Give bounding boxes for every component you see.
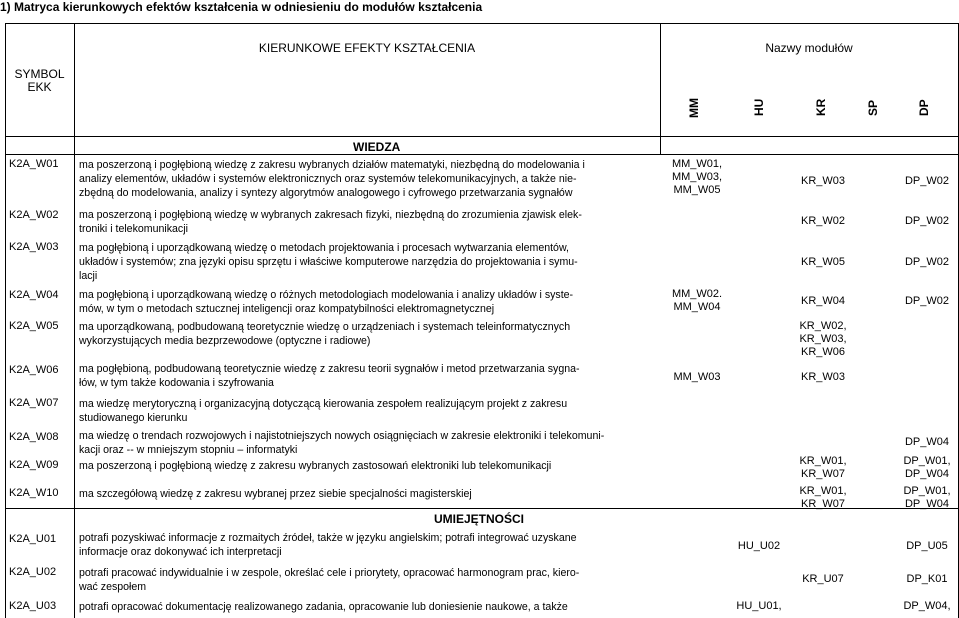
kr-cell: KR_W01, KR_W07 bbox=[799, 485, 847, 510]
row-description: ma pogłębioną, podbudowaną teoretycznie wiedzę z zakresu teorii sygnałów i metod przetwarzania sygna- łów, w tym także kodowania i szyfrowania bbox=[79, 363, 580, 389]
row-description: ma wiedzę merytoryczną i organizacyjną dotyczącą kierowania zespołem realizującym projekt z zakresu studiowanego kierunku bbox=[79, 398, 568, 424]
row-description: ma szczegółową wiedzę z zakresu wybranej przez siebie specjalności magisterskiej bbox=[79, 488, 472, 500]
dp-cell: DP_W01, DP_W04 bbox=[903, 455, 951, 480]
row-description: ma poszerzoną i pogłębioną wiedzę z zakresu wybranych działów matematyki, niezbędną do modelowania i analizy elementów, układów i systemów elektronicznych oraz systemów telekomunikacyjnych, a także nie- zbędną do modelowania, analizy i syntezy algorytmów analogowego i cyfrowego przetwarzania sygnałów bbox=[79, 159, 585, 199]
row-symbol: K2A_W06 bbox=[9, 364, 59, 376]
hu-cell: HU_U02 bbox=[737, 540, 781, 552]
dp-cell: DP_W04 bbox=[904, 436, 950, 448]
row-symbol: K2A_U01 bbox=[9, 533, 57, 545]
dp-cell: DP_W02 bbox=[904, 175, 950, 187]
dp-cell: DP_K01 bbox=[906, 573, 948, 585]
kr-cell: KR_W01, KR_W07 bbox=[799, 455, 847, 480]
dp-cell: DP_W01, DP_W04 bbox=[903, 485, 951, 510]
col-header-sp: SP bbox=[866, 99, 880, 116]
kr-cell: KR_W02 bbox=[800, 215, 846, 227]
kr-cell: KR_W04 bbox=[800, 295, 846, 307]
row-description: potrafi pracować indywidualnie i w zespole, określać cele i priorytety, opracować harmonogram prac, kiero- wać zespołem bbox=[79, 567, 580, 593]
hu-cell: HU_U01, bbox=[736, 600, 782, 612]
row-symbol: K2A_W04 bbox=[9, 289, 59, 301]
row-symbol: K2A_U02 bbox=[9, 566, 57, 578]
dp-cell: DP_W04, bbox=[903, 600, 951, 612]
row-symbol: K2A_W10 bbox=[9, 487, 59, 499]
effects-header: KIERUNKOWE EFEKTY KSZTAŁCENIA bbox=[258, 41, 476, 55]
col-header-dp: DP bbox=[917, 99, 931, 116]
row-symbol: K2A_W08 bbox=[9, 431, 59, 443]
row-symbol: K2A_W07 bbox=[9, 397, 59, 409]
row-symbol: K2A_W03 bbox=[9, 241, 59, 253]
dp-cell: DP_W02 bbox=[904, 256, 950, 268]
kr-cell: KR_W03 bbox=[800, 371, 846, 383]
section-wiedza: WIEDZA bbox=[353, 140, 401, 154]
row-description: ma poszerzoną i pogłębioną wiedzę w wybranych zakresach fizyki, niezbędną do zrozumienia zjawisk elek- troniki i telekomunikacji bbox=[79, 209, 582, 235]
row-symbol: K2A_W02 bbox=[9, 209, 59, 221]
row-description: ma wiedzę o trendach rozwojowych i najistotniejszych nowych osiągnięciach w zakresie elektroniki i telekomuni- kacji oraz -- w mniejszym stopniu – informatyki bbox=[79, 430, 605, 456]
row-symbol: K2A_W05 bbox=[9, 320, 59, 332]
dp-cell: DP_U05 bbox=[906, 540, 948, 552]
row-description: ma poszerzoną i pogłębioną wiedzę z zakresu wybranych zastosowań elektroniki lub telekomunikacji bbox=[79, 460, 552, 472]
row-description: potrafi pozyskiwać informacje z rozmaitych źródeł, także w języku angielskim; potrafi integrować uzyskane informacje oraz dokonywać ich interpretacji bbox=[79, 532, 577, 558]
row-symbol: K2A_W01 bbox=[9, 158, 59, 170]
dp-cell: DP_W02 bbox=[904, 215, 950, 227]
dp-cell: DP_W02 bbox=[904, 295, 950, 307]
modules-header: Nazwy modułów bbox=[765, 41, 853, 55]
row-description: potrafi opracować dokumentację realizowanego zadania, opracowanie lub doniesienie naukowe, a także bbox=[79, 601, 568, 613]
kr-cell: KR_W03 bbox=[800, 175, 846, 187]
row-description: ma uporządkowaną, podbudowaną teoretycznie wiedzę o urządzeniach i systemach teleinformatycznych wykorzystujących media bezprzewodowe (optyczne i radiowe) bbox=[79, 321, 571, 347]
col-header-kr: KR bbox=[814, 98, 828, 116]
col-header-mm: MM bbox=[687, 98, 701, 118]
kr-cell: KR_W02, KR_W03, KR_W06 bbox=[799, 320, 847, 358]
kr-cell: KR_W05 bbox=[800, 256, 846, 268]
row-description: ma pogłębioną i uporządkowaną wiedzę o metodach projektowania i procesach wytwarzania elementów, układów i systemów; zna języki opisu sprzętu i właściwe komputerowe narzędzia do projektowania i symu- lacji bbox=[79, 242, 578, 282]
section-umiejetnosci: UMIEJĘTNOŚCI bbox=[434, 512, 525, 526]
col-header-hu: HU bbox=[752, 98, 766, 116]
kr-cell: KR_U07 bbox=[802, 573, 844, 585]
mm-cell: MM_W01, MM_W03, MM_W05 bbox=[671, 158, 723, 196]
page-title: 1) Matryca kierunkowych efektów kształcenia w odniesieniu do modułów kształcenia bbox=[0, 0, 483, 14]
mm-cell: MM_W03 bbox=[673, 371, 721, 383]
row-symbol: K2A_U03 bbox=[9, 600, 57, 612]
symbol-header: SYMBOL EKK bbox=[14, 67, 65, 94]
mm-cell: MM_W02. MM_W04 bbox=[671, 288, 723, 313]
row-description: ma pogłębioną i uporządkowaną wiedzę o różnych metodologiach modelowania i analizy układów i syste- mów, w tym o metodach sztucznej inteligencji oraz kompatybilności elektromagnetycznej bbox=[79, 289, 574, 315]
row-symbol: K2A_W09 bbox=[9, 459, 59, 471]
